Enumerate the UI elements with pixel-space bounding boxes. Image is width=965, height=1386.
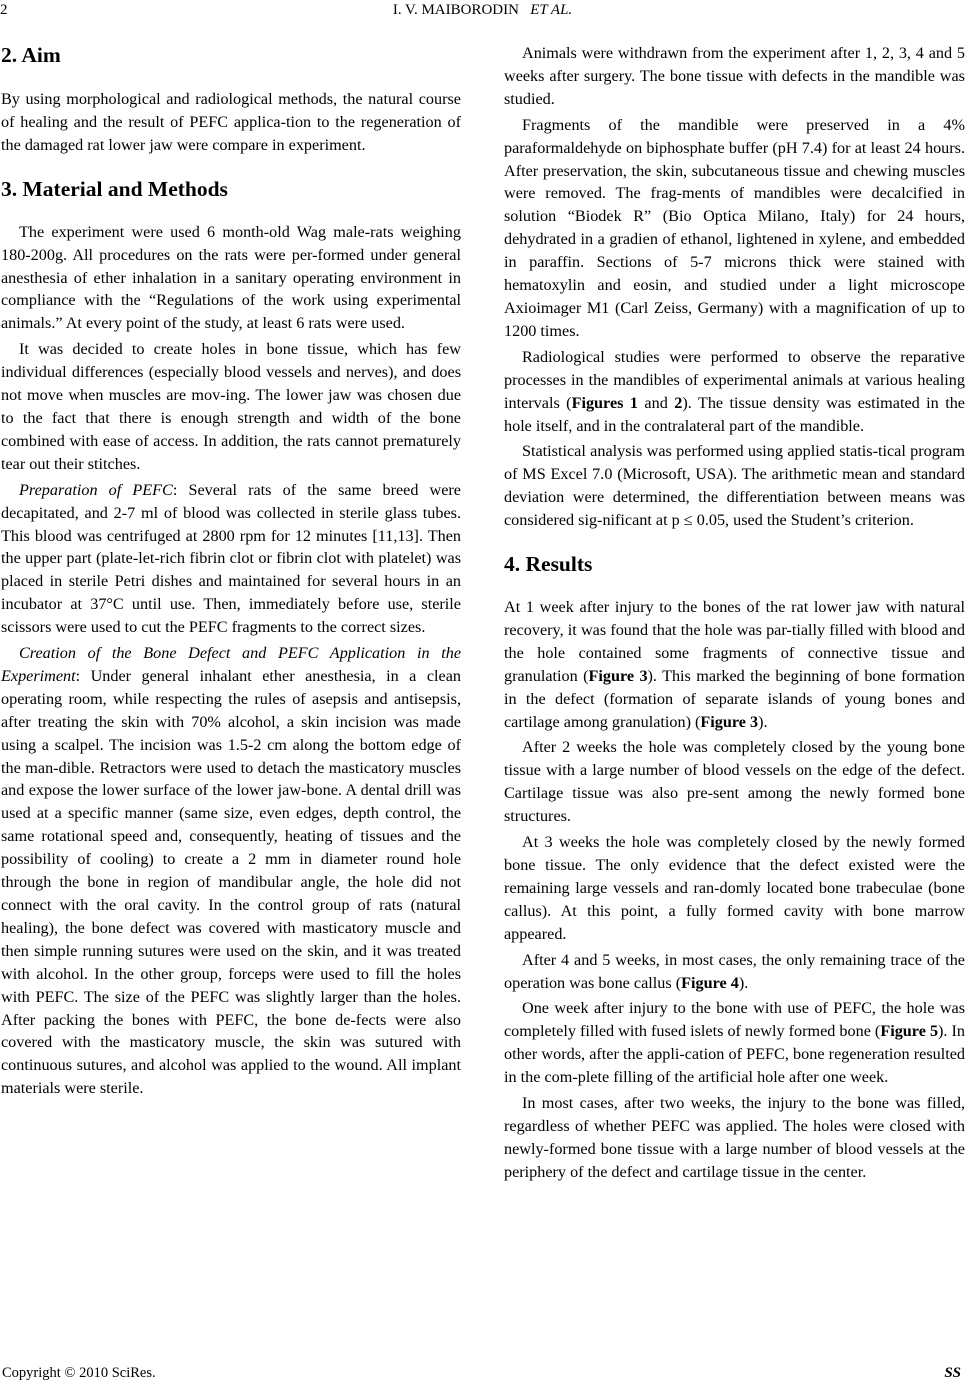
methods-heading: 3. Material and Methods	[1, 176, 228, 201]
pefc-preparation-title: Preparation of PEFC	[19, 480, 173, 499]
methods-paragraph-holes: It was decided to create holes in bone tissue, which has few individual differences (especially blood vessels and nerves), and does not move when muscles are mov-ing. The lower jaw was chosen due to the fact that there is enough strength and width of the bone combined with ease of access. In addition, the rats cannot prematurely tear out their stitches.	[1, 340, 461, 473]
figure-ref-3b: Figure 3	[700, 712, 759, 731]
pefc-week1-text-a: One week after injury to the bone with use of PEFC, the hole was completely filled with fused islets of newly formed bone (	[504, 999, 965, 1041]
radiology-text-a: Radiological studies were performed to observe the reparative processes in the mandibles of experimental animals at various healing intervals (	[504, 347, 965, 412]
results-paragraph-week3: At 3 weeks the hole was completely closed by the newly formed bone tissue. The only evidence that the defect existed were the remaining large vessels and ran-domly located bone trabeculae (bone callus). At this point, a fully formed cavity with bone marrow appeared.	[504, 833, 965, 943]
week1-text-a: At 1 week after injury to the bones of the rat lower jaw with natural recovery, it was found that the hole was par-tially filled with blood and the hole contained some fragments of connective tissue and granulation (	[504, 598, 965, 685]
methods-paragraph-radiology	[504, 346, 965, 438]
figure-ref-3a: Figure 3	[588, 666, 648, 685]
week45-text-b: ).	[738, 973, 749, 992]
running-head-authors: I. V. MAIBORODIN	[392, 2, 519, 18]
pefc-preparation-text: : Several rats of the same breed were decapitated, and 2-7 ml of blood was collected in sterile glass tubes. This blood was centrifuged at 2800 rpm for 12 minutes [11,13]. Then the upper part (plate-let-rich fibrin clot or fibrin clot with platelet) was placed in sterile Petri dishes and maintained for several hours in an incubator at 37°C until use. Then, immediately before use, sterile scissors were used to cut the PEFC fragments to the correct sizes.	[1, 480, 461, 637]
figure-ref-4: Figure 4	[681, 973, 739, 992]
right-column	[504, 42, 965, 1184]
week45-text-a: After 4 and 5 weeks, in most cases, the only remaining trace of the operation was bone callus (	[504, 950, 965, 992]
methods-paragraph-pefc-preparation	[1, 479, 461, 639]
figure-ref-1: Figures 1	[571, 393, 638, 412]
pefc-week1-text-b: ). In other words, after the appli-cation of PEFC, bone regeneration resulted in the com-plete filling of the artificial hole after one week.	[504, 1022, 965, 1087]
results-paragraph-pefc-week1	[504, 997, 965, 1089]
week1-text-b: ). This marked the beginning of bone formation in the defect (formation of separate islands of young bones and cartilage among granulation) (	[504, 666, 965, 731]
running-head	[0, 2, 965, 19]
bone-defect-text: : Under general inhalant ether anesthesia, in a clean operating room, while respecting the rules of asepsis and antisepsis, after treating the skin with 70% alcohol, a skin incision was made using a scalpel. The incision was 1.5-2 cm along the bottom edge of the man-dible. Retractors were used to detach the masticatory muscles and expose the lower surface of the lower jaw-bone. A dental drill was used at a specific manner (same size, even edges, depth control, the same rotational speed and, consequently, heating of tissues and the possibility of cooling) to create a 2 mm in diameter round hole through the bone in region of mandibular angle, the hole did not connect with the oral cavity. In the control group of rats (natural healing), the bone defect was covered with masticatory muscle and then simple running sutures were used on the skin, and it was treated with alcohol. In the other group, forceps were used to fill the holes with PEFC. The size of the PEFC was slightly larger than the holes. After packing the bones with PEFC, the bone de-fects were also covered with the masticatory muscle, the skin was sutured with continuous sutures, and alcohol was applied to the wound. All implant materials were sterile.	[1, 666, 461, 1098]
results-paragraph-week2: After 2 weeks the hole was completely closed by the young bone tissue with a large number of blood vessels on the edge of the defect. Cartilage tissue was also pre-sent among the newly formed bone structures.	[504, 738, 965, 826]
methods-paragraph-statistics: Statistical analysis was performed using applied statis-tical program of MS Excel 7.0 (Microsoft, USA). The arithmetic mean and standard deviation were determined, the differentiation between means was considered sig-nificant at p ≤ 0.05, used the Student’s criterion.	[504, 442, 965, 530]
results-paragraph-week4-5	[504, 949, 965, 995]
aim-paragraph: By using morphological and radiological methods, the natural course of healing and the result of PEFC applica-tion to the regeneration of the damaged rat lower jaw were compare in experiment.	[1, 90, 461, 154]
results-paragraph-two-weeks: In most cases, after two weeks, the injury to the bone was filled, regardless of whether PEFC was applied. The holes were closed with newly-formed bone tissue with a large number of blood vessels at the periphery of the defect and cartilage tissue in the center.	[504, 1094, 965, 1181]
copyright-footer: Copyright © 2010 SciRes.	[2, 1365, 156, 1381]
figure-ref-5: Figure 5	[880, 1022, 939, 1041]
methods-paragraph-animals: The experiment were used 6 month-old Wag male-rats weighing 180-200g. All procedures on the rats were per-formed under general anesthesia of ether inhalation in a sanitary operating environment in compliance with the “Regulations of the work using experimental animals.” At every point of the study, at least 6 rats were used.	[1, 222, 461, 333]
left-column	[1, 42, 461, 1100]
aim-heading: 2. Aim	[1, 43, 61, 67]
bone-defect-title: Creation of the Bone Defect and PEFC Application in the Experiment	[1, 644, 461, 685]
results-heading: 4. Results	[504, 552, 593, 577]
figure-ref-2: 2	[674, 393, 683, 412]
radiology-and: and	[637, 393, 675, 412]
results-paragraph-week1	[504, 596, 965, 733]
journal-abbreviation: SS	[944, 1365, 961, 1381]
radiology-text-b: ). The tissue density was estimated in the hole itself, and in the contralateral part of the mandible.	[504, 393, 965, 435]
methods-paragraph-withdrawal: Animals were withdrawn from the experiment after 1, 2, 3, 4 and 5 weeks after surgery. The bone tissue with defects in the mandible was studied.	[504, 44, 965, 108]
methods-paragraph-bone-defect	[1, 642, 461, 1100]
running-head-et-al: ET AL.	[530, 2, 573, 18]
page-number: 2	[0, 2, 8, 18]
methods-paragraph-fixation: Fragments of the mandible were preserved in a 4% paraformaldehyde on biphosphate buffer (pH 7.4) for at least 24 hours. After preservation, the skin, subcutaneous tissue and chewing muscles were removed. The frag-ments of mandibles were decalcified in solution “Biodek R” (Bio Optica Milano, Italy) for 24 hours, dehydrated in a gradien of ethanol, lightened in xylene, and embedded in paraffin. Sections of 5-7 microns thick were stained with hematoxylin and eosin, and studied under a light microscope Axioimager M1 (Carl Zeiss, Germany) with a magnification of up to 1200 times.	[504, 115, 965, 340]
week1-text-c: ).	[758, 712, 768, 731]
